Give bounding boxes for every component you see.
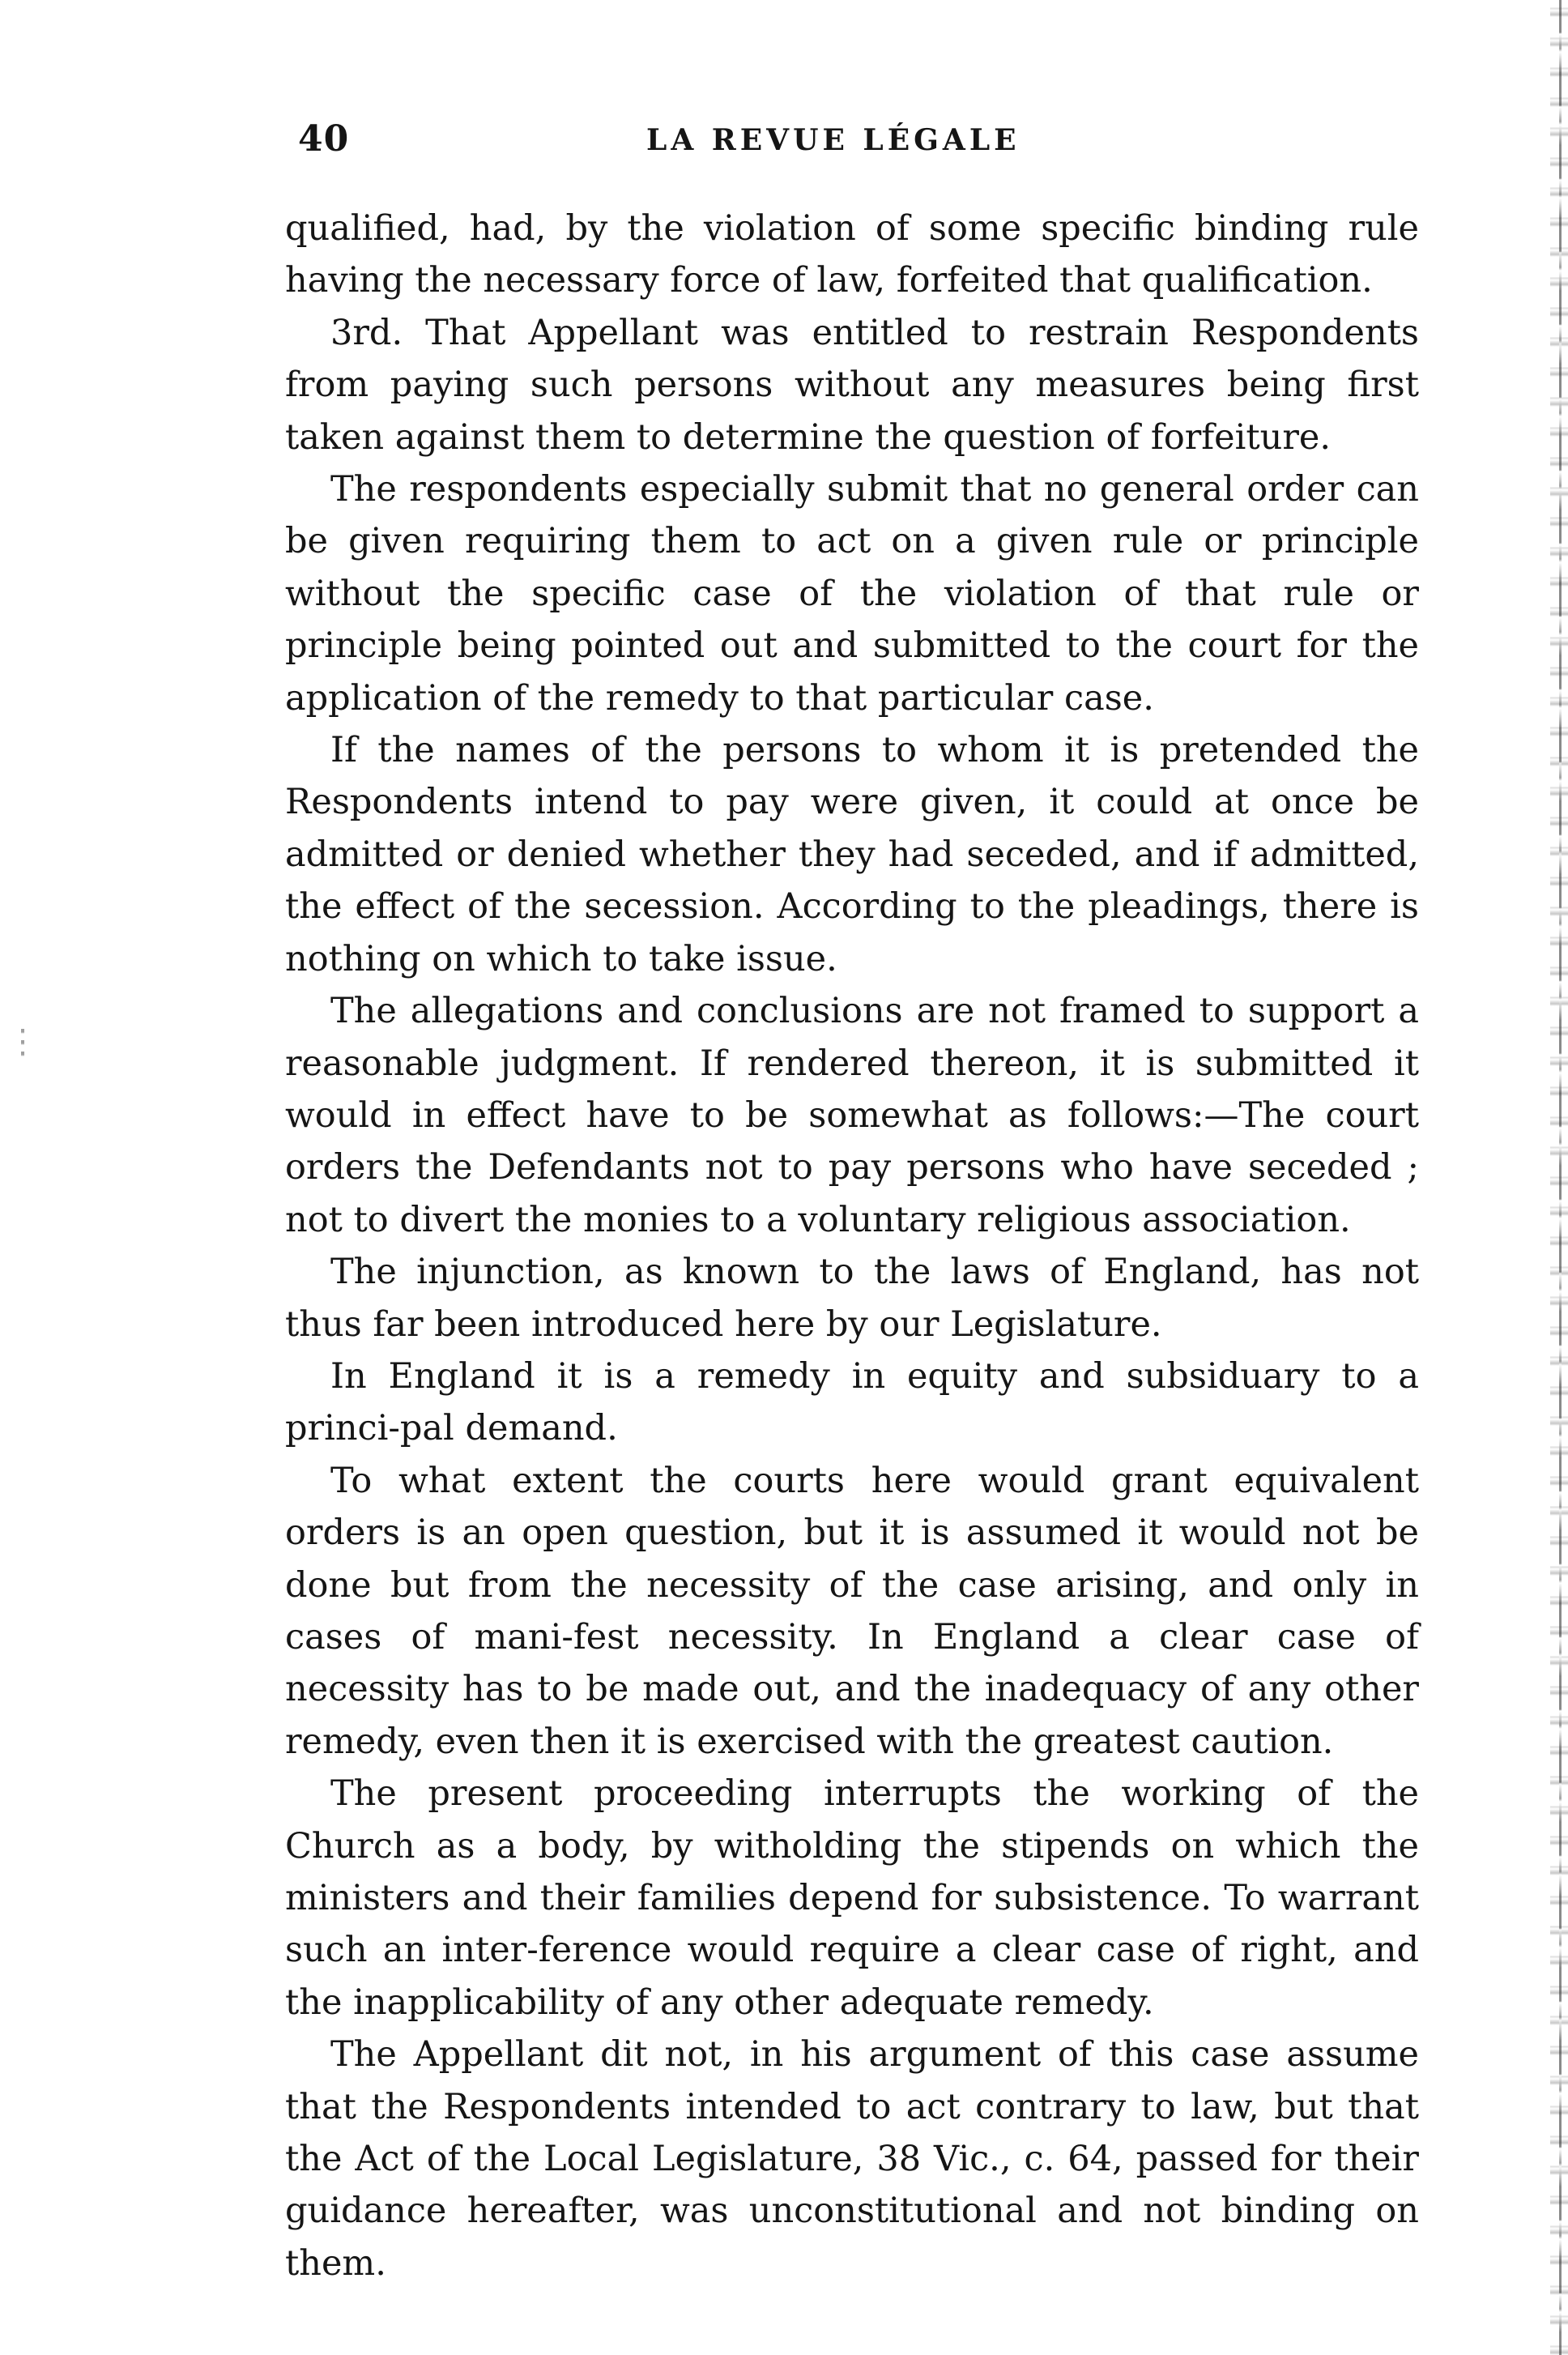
paragraph-respondents-submission: The respondents especially submit that no general order can be given requiring them to act on a given rule or principle without the specific case of the violation of that rule or principle being pointed out and submitted to the court for the application of the remedy to that particular case.	[285, 469, 1419, 719]
scan-edge-line	[1559, 0, 1562, 2355]
scan-margin-mark	[21, 1029, 24, 1056]
body-text	[285, 203, 1419, 2289]
paragraph-appellant-argument: The Appellant dit not, in his argument of this case assume that the Respondents intended to act contrary to law, but that the Act of the Local Legislature, 38 Vic., c. 64, passed for their guidance hereafter, was unconstitutional and not binding on them.	[285, 2034, 1419, 2284]
paragraph-names-of-persons: If the names of the persons to whom it is pretended the Respondents intend to pay were given, it could at once be admitted or denied whether they had seceded, and if admitted, the effect of the secession. According to the pleadings, there is nothing on which to take issue.	[285, 730, 1419, 979]
paragraph-england-remedy: In England it is a remedy in equity and subsiduary to a princi-pal demand.	[285, 1355, 1419, 1449]
running-title: LA REVUE LÉGALE	[646, 123, 1020, 157]
paragraph-present-proceeding: The present proceeding interrupts the working of the Church as a body, by witholding the stipends on which the ministers and their families depend for subsistence. To warrant such an inter-ference would require a clear case of right, and the inapplicability of any other adequate remedy.	[285, 1773, 1419, 2023]
page-header	[298, 118, 1416, 175]
paragraph-continued: qualified, had, by the violation of some specific binding rule having the necessary force of law, forfeited that qualification.	[285, 208, 1419, 301]
page-number: 40	[298, 118, 350, 160]
paragraph-injunction: The injunction, as known to the laws of England, has not thus far been introduced here by our Legislature.	[285, 1252, 1419, 1345]
paragraph-third-point: 3rd. That Appellant was entitled to restrain Respondents from paying such persons without any measures being first taken against them to determine the question of forfeiture.	[285, 312, 1419, 458]
paragraph-allegations: The allegations and conclusions are not framed to support a reasonable judgment. If rendered thereon, it is submitted it would in effect have to be somewhat as follows:—The court orders the Defendants not to pay persons who have seceded ; not to divert the monies to a voluntary religious association.	[285, 991, 1419, 1240]
paragraph-equivalent-orders: To what extent the courts here would grant equivalent orders is an open question, but it is assumed it would not be done but from the necessity of the case arising, and only in cases of mani-fest necessity. In England a clear case of necessity has to be made out, and the inadequacy of any other remedy, even then it is exercised with the greatest caution.	[285, 1460, 1419, 1762]
